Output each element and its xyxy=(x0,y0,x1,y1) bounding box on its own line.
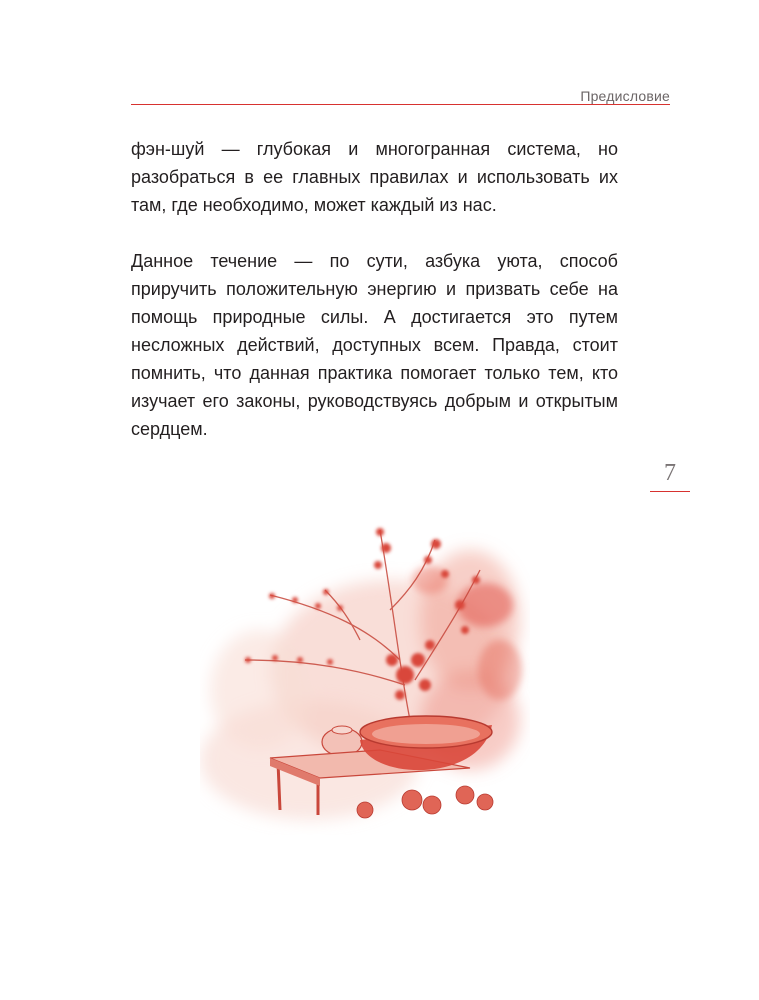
page-number-rule xyxy=(650,491,690,492)
paragraph: Данное течение — по сути, азбука уюта, способ приручить положительную энергию и призвать себе на помощь природные силы. А достигается это путем несложных действий, доступных всем. Правда, стоит помнить, что данная практика помогает только тем, кто изучает его законы, руководствуясь добрым и открытым сердцем. xyxy=(131,251,618,439)
page-number: 7 xyxy=(664,460,676,486)
paragraph: фэн-шуй — глубокая и многогранная система, но разобраться в ее главных правилах и использовать их там, где необходимо, может каждый из нас. xyxy=(131,139,618,215)
watercolor-blossom-bowl-illustration xyxy=(200,510,530,835)
running-header: Предисловие xyxy=(580,88,670,104)
body-text xyxy=(131,135,618,443)
header-rule xyxy=(131,104,670,105)
